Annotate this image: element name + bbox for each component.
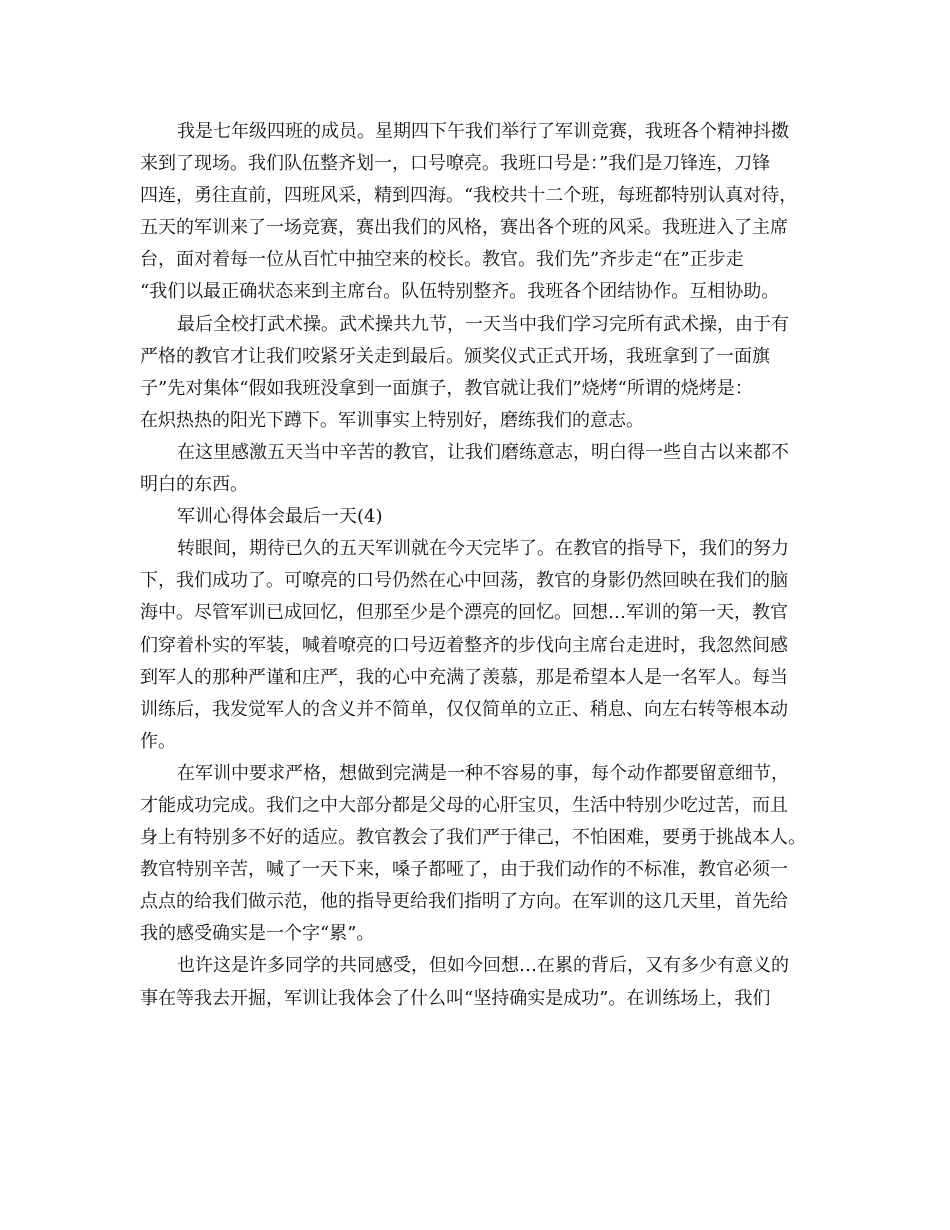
text-line: 才能成功完成。我们之中大部分都是父母的心肝宝贝，生活中特别少吃过苦，而且 — [140, 794, 788, 816]
text-line: 在军训中要求严格，想做到完满是一种不容易的事，每个动作都要留意细节， — [177, 762, 789, 784]
text-line: 严格的教官才让我们咬紧牙关走到最后。颁奖仪式正式开场，我班拿到了一面旗 — [140, 345, 770, 367]
text-line: 在这里感激五天当中辛苦的教官，让我们磨练意志，明白得一些自古以来都不 — [177, 441, 789, 463]
text-line: 身上有特别多不好的适应。教官教会了我们严于律己，不怕困难，要勇于挑战本人。 — [140, 827, 806, 849]
text-line: 下，我们成功了。可嘹亮的口号仍然在心中回荡，教官的身影仍然回映在我们的脑 — [140, 570, 788, 592]
text-line: 四连，勇往直前，四班风采，精到四海。“我校共十二个班，每班都特别认真对待， — [140, 185, 798, 207]
text-line: 转眼间，期待已久的五天军训就在今天完毕了。在教官的指导下，我们的努力 — [177, 538, 789, 560]
text-line: 训练后，我发觉军人的含义并不简单，仅仅简单的立正、稍息、向左右转等根本动 — [140, 698, 788, 720]
text-line: 点点的给我们做示范，他的指导更给我们指明了方向。在军训的这几天里，首先给 — [140, 891, 788, 913]
text-line: 台，面对着每一位从百忙中抽空来的校长。教官。我们先”齐步走“在”正步走 — [140, 249, 744, 271]
text-line: 教官特别辛苦，喊了一天下来，嗓子都哑了，由于我们动作的不标准，教官必须一 — [140, 859, 788, 881]
text-line: 事在等我去开掘，军训让我体会了什么叫“坚持确实是成功”。在训练场上，我们 — [140, 987, 771, 1009]
text-line: 子”先对集体“假如我班没拿到一面旗子，教官就让我们”烧烤“所谓的烧烤是： — [140, 377, 753, 399]
text-line: 我的感受确实是一个字“累”。 — [140, 923, 375, 945]
text-line: 我是七年级四班的成员。星期四下午我们举行了军训竞赛，我班各个精神抖擞 — [177, 121, 789, 142]
text-line: 们穿着朴实的军装，喊着嘹亮的口号迈着整齐的步伐向主席台走进时，我忽然间感 — [140, 634, 788, 656]
text-line: 最后全校打武术操。武术操共九节，一天当中我们学习完所有武术操，由于有 — [177, 313, 789, 335]
text-line: 五天的军训来了一场竞赛，赛出我们的风格，赛出各个班的风采。我班进入了主席 — [140, 217, 788, 239]
text-line: “我们以最正确状态来到主席台。队伍特别整齐。我班各个团结协作。互相协助。 — [140, 281, 780, 303]
text-line: 作。 — [140, 730, 176, 752]
text-line: 海中。尽管军训已成回忆，但那至少是个漂亮的回忆。回想…军训的第一天，教官 — [140, 602, 788, 624]
text-line: 也许这是许多同学的共同感受，但如今回想…在累的背后，又有多少有意义的 — [177, 955, 789, 977]
text-line: 到军人的那种严谨和庄严，我的心中充满了羡慕，那是希望本人是一名军人。每当 — [140, 666, 788, 688]
text-line: 明白的东西。 — [140, 474, 248, 496]
text-line: 在炽热热的阳光下蹲下。军训事实上特别好，磨练我们的意志。 — [140, 409, 644, 431]
text-line: 军训心得体会最后一天(4) — [177, 506, 383, 528]
text-line: 来到了现场。我们队伍整齐划一，口号嘹亮。我班口号是：”我们是刀锋连，刀锋 — [140, 153, 771, 175]
document-body — [140, 116, 820, 1015]
